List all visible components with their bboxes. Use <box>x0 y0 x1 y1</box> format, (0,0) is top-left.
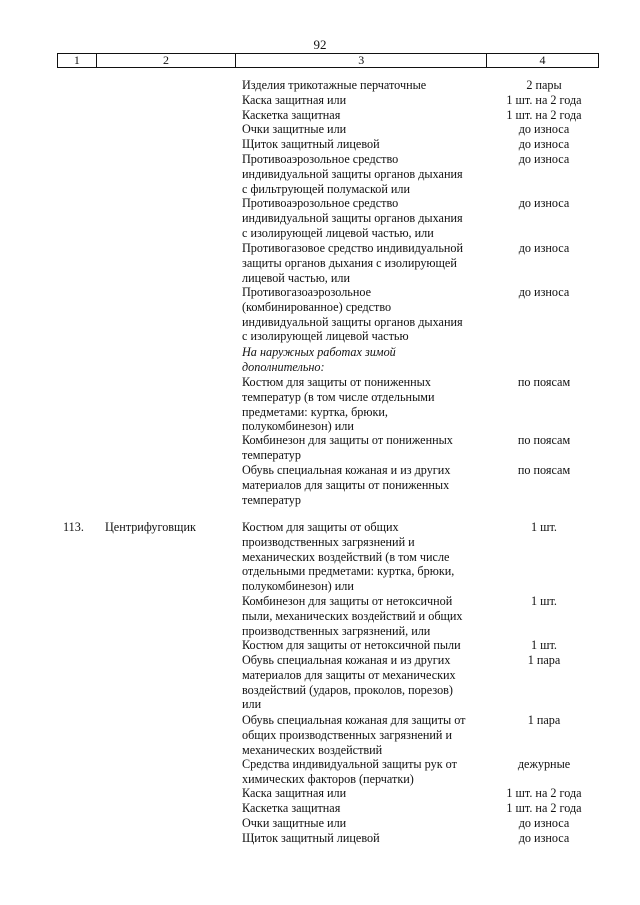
issue-norm: 1 шт. <box>531 594 557 608</box>
protective-equipment-name <box>242 713 492 757</box>
column-header-4: 4 <box>487 54 599 68</box>
text-line: Костюм для защиты от общих <box>242 520 399 534</box>
issue-norm: до износа <box>518 285 570 299</box>
text-line: полукомбинезон) или <box>242 419 354 434</box>
issue-norm: до износа <box>518 137 570 151</box>
issue-norm: 1 шт. на 2 года <box>506 108 582 122</box>
text-line: Обувь специальная кожаная и из других <box>242 463 451 477</box>
text-line: механических воздействий <box>242 742 383 757</box>
issue-norm: 1 шт. <box>531 520 557 534</box>
protective-equipment-name <box>242 196 492 240</box>
text-line: предметами: куртка, брюки, <box>242 404 388 419</box>
text-line: Каскетка защитная <box>242 108 341 122</box>
protective-equipment-name <box>242 594 492 638</box>
protective-equipment-name <box>242 433 492 463</box>
text-line: Противоаэрозольное средство <box>242 196 399 210</box>
text-line: индивидуальной защиты органов дыхания <box>242 314 463 329</box>
text-line: защиты органов дыхания с изолирующей <box>242 255 457 270</box>
protective-equipment-name <box>242 463 492 507</box>
text-line: индивидуальной защиты органов дыхания <box>242 166 463 181</box>
text-line: индивидуальной защиты органов дыхания <box>242 210 463 225</box>
issue-norm: 1 шт. на 2 года <box>506 786 582 800</box>
protective-equipment-name <box>242 520 492 594</box>
text-line: Обувь специальная кожаная и из других <box>242 653 451 667</box>
issue-norm: до износа <box>518 241 570 255</box>
text-line: Комбинезон для защиты от пониженных <box>242 433 453 447</box>
text-line: Щиток защитный лицевой <box>242 137 380 151</box>
text-line: химических факторов (перчатки) <box>242 771 414 786</box>
text-line: Очки защитные или <box>242 122 347 136</box>
text-line: с изолирующей лицевой частью <box>242 329 409 344</box>
issue-norm: до износа <box>518 152 570 166</box>
protective-equipment-name <box>242 122 492 137</box>
issue-norm: по поясам <box>517 375 571 389</box>
issue-norm: до износа <box>518 816 570 830</box>
protective-equipment-name <box>242 345 492 375</box>
issue-norm: по поясам <box>517 463 571 477</box>
protective-equipment-name <box>242 786 492 801</box>
text-line: температур <box>242 447 301 462</box>
text-line: механических воздействий (в том числе <box>242 549 450 564</box>
column-header-1: 1 <box>58 54 97 68</box>
issue-norm: 1 шт. <box>531 638 557 652</box>
protective-equipment-name <box>242 152 492 196</box>
text-line: Костюм для защиты от нетоксичной пыли <box>242 638 461 652</box>
text-line: производственных загрязнений и <box>242 534 415 549</box>
column-header-table <box>57 53 599 68</box>
issue-norm: 1 шт. на 2 года <box>506 93 582 107</box>
profession-name: Центрифуговщик <box>105 520 196 534</box>
page-number: 92 <box>313 37 327 52</box>
text-line: Противогазоаэрозольное <box>242 285 372 299</box>
text-line: Противогазовое средство индивидуальной <box>242 241 464 255</box>
issue-norm: до износа <box>518 196 570 210</box>
text-line: лицевой частью, или <box>242 270 351 285</box>
text-line: температур <box>242 492 301 507</box>
text-line: с фильтрующей полумаской или <box>242 181 411 196</box>
text-line: или <box>242 697 262 712</box>
protective-equipment-name <box>242 375 492 434</box>
issue-norm: 2 пары <box>526 78 562 92</box>
text-line: Каскетка защитная <box>242 801 341 815</box>
text-line: отдельными предметами: куртка, брюки, <box>242 564 455 579</box>
protective-equipment-name <box>242 653 492 712</box>
text-line: дополнительно: <box>242 359 325 374</box>
text-line: Средства индивидуальной защиты рук от <box>242 757 457 771</box>
text-line: (комбинированное) средство <box>242 299 392 314</box>
text-line: пыли, механических воздействий и общих <box>242 608 463 623</box>
issue-norm: 1 шт. на 2 года <box>506 801 582 815</box>
protective-equipment-name <box>242 108 492 123</box>
text-line: Изделия трикотажные перчаточные <box>242 78 427 92</box>
column-header-3: 3 <box>236 54 487 68</box>
item-number: 113. <box>63 520 84 534</box>
protective-equipment-name <box>242 137 492 152</box>
text-line: с изолирующей лицевой частью, или <box>242 225 434 240</box>
text-line: Костюм для защиты от пониженных <box>242 375 431 389</box>
text-line: полукомбинезон) или <box>242 579 354 594</box>
text-line: Каска защитная или <box>242 93 347 107</box>
column-header-2: 2 <box>96 54 236 68</box>
text-line: общих производственных загрязнений и <box>242 727 453 742</box>
protective-equipment-name <box>242 801 492 816</box>
text-line: Каска защитная или <box>242 786 347 800</box>
text-line: Комбинезон для защиты от нетоксичной <box>242 594 453 608</box>
issue-norm: 1 пара <box>527 653 561 667</box>
text-line: Очки защитные или <box>242 816 347 830</box>
protective-equipment-name <box>242 78 492 93</box>
protective-equipment-name <box>242 757 492 787</box>
text-line: температур (в том числе отдельными <box>242 389 435 404</box>
text-line: производственных загрязнений, или <box>242 623 431 638</box>
text-line: Противоаэрозольное средство <box>242 152 399 166</box>
protective-equipment-name <box>242 285 492 344</box>
protective-equipment-name <box>242 241 492 285</box>
protective-equipment-name <box>242 816 492 831</box>
text-line: Обувь специальная кожаная для защиты от <box>242 713 466 727</box>
issue-norm: до износа <box>518 831 570 845</box>
text-line: материалов для защиты от пониженных <box>242 477 450 492</box>
protective-equipment-name <box>242 93 492 108</box>
protective-equipment-name <box>242 831 492 846</box>
text-line: На наружных работах зимой <box>242 345 396 359</box>
issue-norm: до износа <box>518 122 570 136</box>
issue-norm: 1 пара <box>527 713 561 727</box>
issue-norm: по поясам <box>517 433 571 447</box>
text-line: материалов для защиты от механических <box>242 667 456 682</box>
issue-norm: дежурные <box>517 757 571 771</box>
text-line: воздействий (ударов, проколов, порезов) <box>242 682 453 697</box>
protective-equipment-name <box>242 638 492 653</box>
text-line: Щиток защитный лицевой <box>242 831 380 845</box>
